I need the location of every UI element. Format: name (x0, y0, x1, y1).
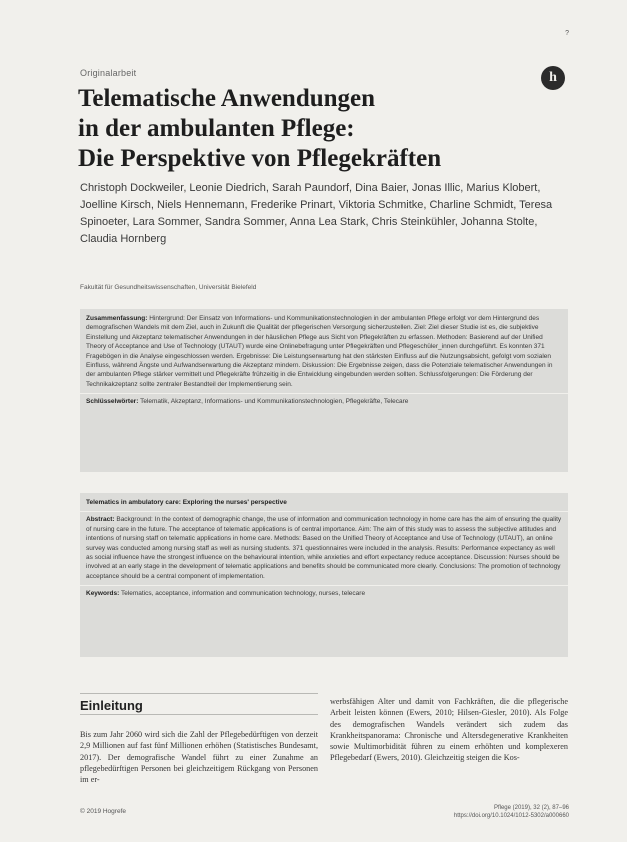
abstract-german-body (86, 314, 562, 389)
keywords-german-text: Telematik, Akzeptanz, Informations- und Kommunikationstechnologien, Pflegekräfte, Telecare (140, 398, 409, 406)
citation-doi: https://doi.org/10.1024/1012-5302/a000660 (453, 813, 569, 819)
abstract-english-heading: Telematics in ambulatory care: Exploring the nurses' perspective (86, 499, 287, 506)
body-text-column-left: Bis zum Jahr 2060 wird sich die Zahl der Pflegebedürftigen von derzeit 2,9 Millionen auf fast fünf Millionen erhöhen (Statistisches Bundesamt, 2017). Der demografische Wandel führt zu einer Zunahme an pflegebedürftigen Personen bei gleichzeitigem Rückgang von Personen im er- (80, 730, 318, 785)
body-text-column-right: werbsfähigen Alter und damit von Fachkräften, die die pflegerische Arbeit leisten können (Ewers, 2010; Hilsen-Giesler, 2010). Als Folge des demografischen Wandels verändert sich zudem das Krankheitspanorama: Chronische und Altersdegenerative Krankheiten sowie Multimorbidität führen zu einem erhöhten und komplexeren Pflegebedarf (Ewers, 2010). Gleichzeitig steigen die Kos- (330, 697, 568, 763)
divider (80, 511, 568, 512)
abstract-english-box (80, 493, 568, 657)
article-type-label: Originalarbeit (80, 68, 137, 78)
abstract-english-body (86, 515, 562, 581)
abstract-german-text: Hintergrund: Der Einsatz von Informations- und Kommunikationstechnologien in der ambulanten Pflege erfolgt vor dem Hintergrund des demografischen Wandels mit dem Ziel, auch in Zukunft die Qualität der pflegerischen Versorgung sicherzustellen. Ziel: Ziel dieser Studie ist es, die subjektive Einstellung und Akzeptanz telematischer Anwendungen in der häuslichen Pflege aus Sicht von Pflegekräften zu erfassen. Methoden: Basierend auf der Unified Theory of Acceptance and Use of Technology (UTAUT) wurde eine Onlinebefragung unter Pflegekräften und Pflegeschüler_innen durchgeführt. Es konnten 371 Fragebögen in die Analyse eingeschlossen werden. Ergebnisse: Die Leistungserwartung hat den stärksten Einfluss auf die Nutzungsabsicht, gefolgt vom sozialen Einfluss, während Ängste und Aufwandserwartung die Akzeptanz mindern. Diskussion: Die Ergebnisse zeigen, dass die Potenziale telematischer Anwendungen in der ambulanten Pflege stärker vermittelt und Pflegekräfte frühzeitig in die Entwicklung eingebunden werden sollten. Schlussfolgerungen: Die Förderung der Technikakzeptanz sollte zentraler Bestandteil der Implementierung sein. (86, 315, 553, 388)
abstract-german-box (80, 309, 568, 472)
keywords-english (86, 589, 562, 598)
citation-footer (454, 804, 569, 820)
article-title (78, 84, 548, 174)
abstract-english-text: Background: In the context of demographic change, the use of information and communication technology in home care has the aim of ensuring the quality of nursing care in the future. The acceptance of telematic applications is of central importance. Aim: The aim of this study was to assess the subjective attitudes and intentions of nursing staff on telematic applications in home care. Methods: Based on the Unified Theory of Acceptance and Use of Technology (UTAUT), an online survey was conducted among nursing staff as well as nursing students. 371 questionnaires were included in the analysis. Results: Performance expectancy as well as social influence have the strongest influence on the behavioural intention, while anxieties and effort expectancy reduce acceptance. Discussion: Nurses should be involved at an early stage in the development of telematic applications and benefits should be communicated more clearly. Conclusions: The promotion of technology acceptance should be a central component of implementation. (86, 516, 562, 580)
copyright-footer: © 2019 Hogrefe (80, 808, 126, 815)
publisher-logo-icon: h (541, 66, 565, 90)
page-number: ? (565, 30, 569, 37)
title-line-1: Telematische Anwendungen (78, 85, 376, 112)
keywords-english-label: Keywords: (86, 590, 120, 598)
divider (80, 585, 568, 586)
author-list: Christoph Dockweiler, Leonie Diedrich, Sarah Paundorf, Dina Baier, Jonas Illic, Marius Klobert, Joelline Kirsch, Niels Hennemann, Frederike Prinart, Viktoria Schmitke, Charline Schmidt, Teresa Spinoeter, Lara Sommer, Sandra Sommer, Anna Lea Stark, Chris Steinkühler, Johanna Stolte, Claudia Hornberg (80, 182, 553, 245)
title-line-3: Die Perspektive von Pflegekräften (78, 145, 442, 172)
keywords-german (86, 397, 562, 406)
keywords-german-label: Schlüsselwörter: (86, 398, 139, 406)
section-heading-introduction: Einleitung (80, 693, 318, 715)
affiliation: Fakultät für Gesundheitswissenschaften, Universität Bielefeld (80, 284, 257, 291)
keywords-english-text: Telematics, acceptance, information and communication technology, nurses, telecare (120, 590, 366, 598)
citation-journal: Pflege (2019), 32 (2), 87–96 (493, 805, 569, 811)
abstract-german-label: Zusammenfassung: (86, 315, 148, 322)
abstract-english-label: Abstract: (86, 516, 115, 524)
divider (80, 393, 568, 394)
title-line-2: in der ambulanten Pflege: (78, 115, 355, 142)
